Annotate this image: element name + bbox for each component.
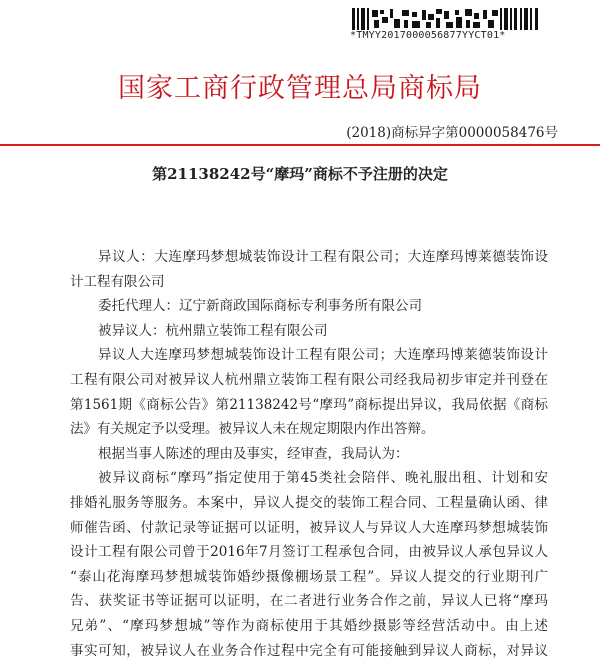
body-line: 异议人：大连摩玛梦想城装饰设计工程有限公司；大连摩玛博莱德装饰设 [98,249,548,265]
body-line: 告、获奖证书等证据可以证明，在二者进行业务合作之前，异议人已将“摩玛 [70,593,548,610]
body-line: 事实可知，被异议人在业务合作过程中完全有可能接触到异议人商标，对异议 [70,642,548,659]
red-divider-line [0,144,600,146]
barcode-graphic [352,8,542,30]
body-line: 兄弟”、“摩玛梦想城”等作为商标使用于其婚纱摄影等经营活动中。由上述 [70,617,548,634]
document-number: (2018)商标异字第0000058476号 [346,125,558,141]
body-line: 计工程有限公司 [70,273,165,290]
body-line: 法》有关规定予以受理。被异议人未在规定期限内作出答辩。 [70,421,435,438]
decision-title: 第21138242号“摩玛”商标不予注册的决定 [152,165,448,183]
body-line: 根据当事人陈述的理由及事实，经审查，我局认为： [98,445,409,462]
barcode-code: *TMYY2017000056877YYCT01* [350,30,506,41]
body-line: 被异议商标“摩玛”指定使用于第45类社会陪伴、晚礼服出租、计划和安 [98,470,548,487]
body-line: 工程有限公司对被异议人杭州鼎立装饰工程有限公司经我局初步审定并刊登在 [70,371,548,388]
agency-title: 国家工商行政管理总局商标局 [118,73,482,104]
document-body [70,245,548,663]
body-line: “泰山花海摩玛梦想城装饰婚纱摄像棚场景工程”。异议人提交的行业期刊广 [70,568,548,585]
body-line: 委托代理人：辽宁新商政国际商标专利事务所有限公司 [98,298,422,315]
body-line: 被异议人：杭州鼎立装饰工程有限公司 [98,322,328,339]
body-line: 设计工程有限公司曾于2016年7月签订工程承包合同，由被异议人承包异议人 [70,544,548,561]
body-line: 异议人大连摩玛梦想城装饰设计工程有限公司；大连摩玛博莱德装饰设计 [98,347,548,364]
body-line: 排婚礼服务等服务。本案中，异议人提交的装饰工程合同、工程量确认函、律 [70,494,548,511]
body-line: 第1561期《商标公告》第21138242号“摩玛”商标提出异议，我局依据《商标 [70,396,548,413]
body-line: 师催告函、付款记录等证据可以证明，被异议人与异议人大连摩玛梦想城装饰 [70,519,548,536]
